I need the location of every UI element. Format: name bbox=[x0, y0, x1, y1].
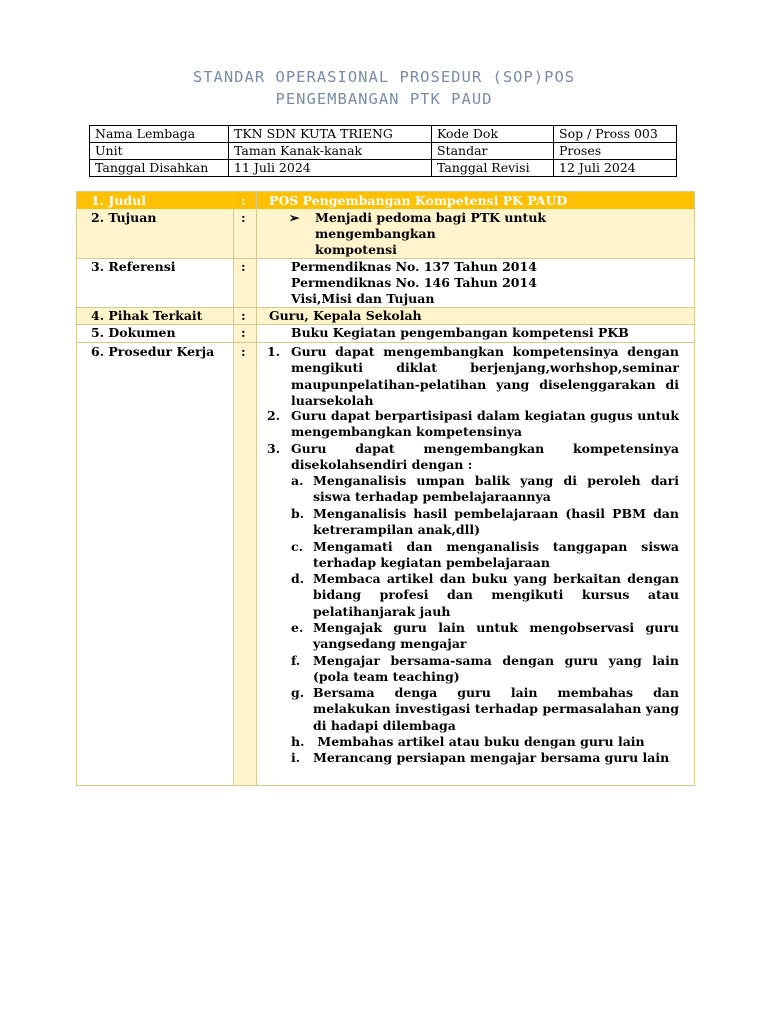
meta-cell: TKN SDN KUTA TRIENG bbox=[229, 126, 432, 143]
sub-item: Membahas artikel atau buku dengan guru lain bbox=[313, 734, 645, 749]
row-label-judul: 1. Judul bbox=[91, 193, 146, 208]
row-value-judul: POS Pengembangan Kompetensi PK PAUD bbox=[269, 193, 568, 208]
bullet-arrow-icon: ➢ bbox=[289, 210, 300, 225]
sub-item: Membaca artikel dan buku yang berkaitan dengan bidang profesi dan mengikuti kursus atau pelatihanjarak jauh bbox=[313, 571, 679, 619]
sub-item: Bersama denga guru lain membahas dan melakukan investigasi terhadap permasalahan yang di hadapi dilembaga bbox=[313, 685, 679, 733]
colon: : bbox=[241, 344, 246, 359]
meta-cell: Sop / Pross 003 bbox=[554, 126, 677, 143]
row-label-pihak: 4. Pihak Terkait bbox=[91, 308, 203, 323]
sop-main-table bbox=[76, 191, 695, 786]
referensi-line: Permendiknas No. 137 Tahun 2014 bbox=[291, 259, 537, 274]
colon: : bbox=[241, 308, 246, 323]
sub-item-letter: d. bbox=[291, 571, 305, 586]
meta-cell: 12 Juli 2024 bbox=[554, 160, 677, 177]
sub-item: Merancang persiapan mengajar bersama guru lain bbox=[313, 750, 670, 765]
sub-item-letter: i. bbox=[291, 750, 301, 765]
row-label-tujuan: 2. Tujuan bbox=[91, 210, 157, 225]
sub-item: Mengajak guru lain untuk mengobservasi guru yangsedang mengajar bbox=[313, 620, 679, 652]
table-row bbox=[90, 126, 677, 143]
colon: : bbox=[241, 259, 246, 274]
meta-cell: Standar bbox=[432, 143, 554, 160]
meta-cell: 11 Juli 2024 bbox=[229, 160, 432, 177]
table-row bbox=[90, 160, 677, 177]
colon-column-fill bbox=[233, 192, 256, 785]
list-item: Guru dapat mengembangkan kompetensinya dengan mengikuti diklat berjenjang,worhshop,seminar maupunpelatihan-pelatihan yang diselenggarakan di luarsekolah bbox=[291, 344, 679, 408]
document-title-line2: PENGEMBANGAN PTK PAUD bbox=[275, 90, 493, 108]
row-value-dokumen: Buku Kegiatan pengembangan kompetensi PKB bbox=[291, 325, 629, 340]
tujuan-line: Menjadi pedoma bagi PTK untuk bbox=[315, 210, 547, 225]
list-item: Guru dapat berpartisipasi dalam kegiatan gugus untuk mengembangkan kompetensinya bbox=[291, 408, 679, 440]
meta-cell: Proses bbox=[554, 143, 677, 160]
list-item-number: 1. bbox=[267, 344, 281, 359]
sub-item-letter: a. bbox=[291, 473, 304, 488]
tujuan-line: kompotensi bbox=[315, 242, 397, 257]
row-divider bbox=[77, 342, 694, 343]
table-row bbox=[90, 143, 677, 160]
list-item-number: 3. bbox=[267, 441, 281, 456]
sub-item-letter: e. bbox=[291, 620, 304, 635]
column-divider bbox=[256, 192, 257, 785]
sub-item: Menganalisis umpan balik yang di peroleh dari siswa terhadap pembelajaraannya bbox=[313, 473, 679, 505]
list-item: Guru dapat mengembangkan kompetensinya disekolahsendiri dengan : bbox=[291, 441, 679, 473]
document-title-line1: STANDAR OPERASIONAL PROSEDUR (SOP)POS bbox=[192, 68, 576, 86]
tujuan-line: mengembangkan bbox=[315, 226, 436, 241]
sub-item-letter: f. bbox=[291, 653, 301, 668]
meta-cell: Kode Dok bbox=[432, 126, 554, 143]
list-item-number: 2. bbox=[267, 408, 281, 423]
referensi-line: Permendiknas No. 146 Tahun 2014 bbox=[291, 275, 537, 290]
sub-item-letter: g. bbox=[291, 685, 305, 700]
sub-item-letter: b. bbox=[291, 506, 305, 521]
row-label-prosedur: 6. Prosedur Kerja bbox=[91, 344, 215, 359]
colon: : bbox=[241, 193, 246, 208]
column-divider bbox=[233, 192, 234, 785]
meta-cell: Unit bbox=[90, 143, 229, 160]
meta-cell: Tanggal Revisi bbox=[432, 160, 554, 177]
sub-item-letter: h. bbox=[291, 734, 305, 749]
sub-item: Menganalisis hasil pembelajaraan (hasil PBM dan ketrerampilan anak,dll) bbox=[313, 506, 679, 538]
sub-item: Mengajar bersama-sama dengan guru yang lain (pola team teaching) bbox=[313, 653, 679, 685]
meta-cell: Nama Lembaga bbox=[90, 126, 229, 143]
row-value-pihak: Guru, Kepala Sekolah bbox=[269, 308, 422, 323]
sub-item: Mengamati dan menganalisis tanggapan siswa terhadap kegiatan pembelajaraan bbox=[313, 539, 679, 571]
colon: : bbox=[241, 210, 246, 225]
sub-item-letter: c. bbox=[291, 539, 303, 554]
document-meta-table bbox=[89, 125, 677, 177]
meta-cell: Tanggal Disahkan bbox=[90, 160, 229, 177]
row-label-dokumen: 5. Dokumen bbox=[91, 325, 176, 340]
meta-cell: Taman Kanak-kanak bbox=[229, 143, 432, 160]
row-label-referensi: 3. Referensi bbox=[91, 259, 176, 274]
colon: : bbox=[241, 325, 246, 340]
referensi-line: Visi,Misi dan Tujuan bbox=[291, 291, 435, 306]
